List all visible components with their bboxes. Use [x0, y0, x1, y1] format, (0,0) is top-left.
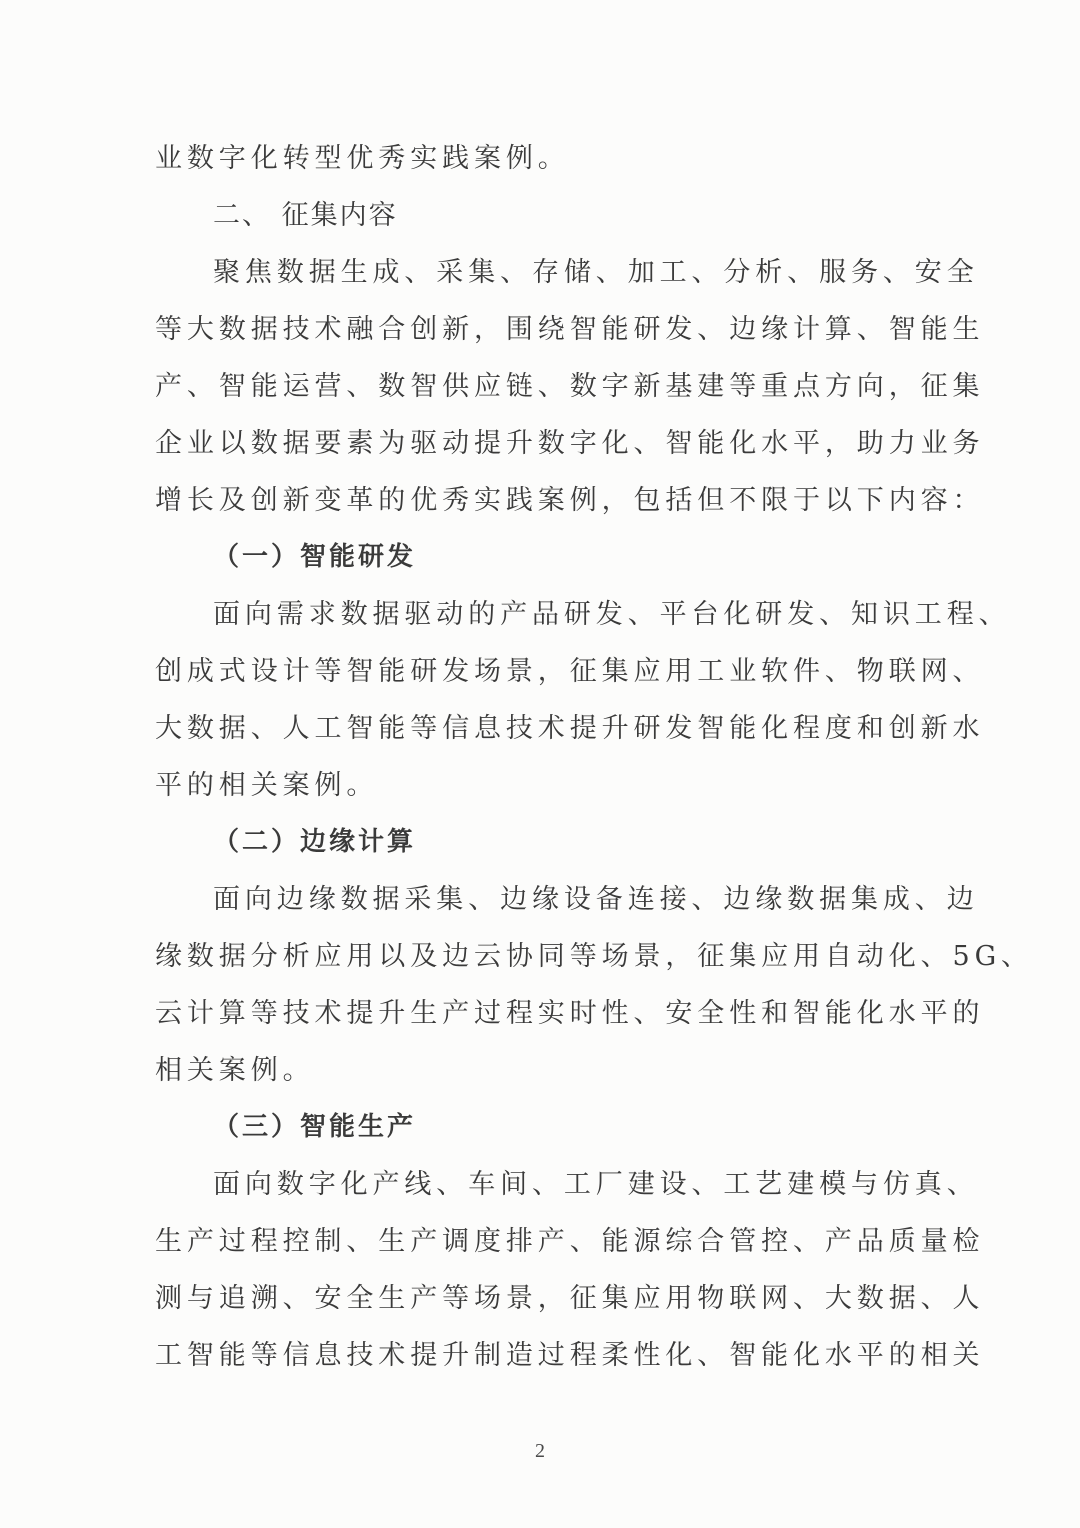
subsection-heading-intelligent-production: （三）智能生产: [213, 1112, 417, 1142]
paragraph-line: 云计算等技术提升生产过程实时性、安全性和智能化水平的: [155, 998, 985, 1029]
paragraph-line: 增长及创新变革的优秀实践案例，包括但不限于以下内容：: [155, 485, 985, 516]
body-text: [155, 130, 1033, 1384]
paragraph-line: 面向数字化产线、车间、工厂建设、工艺建模与仿真、: [213, 1169, 979, 1200]
paragraph-line: 平的相关案例。: [155, 770, 379, 801]
subsection-heading-intelligent-rd: （一）智能研发: [213, 542, 417, 572]
paragraph-line: 聚焦数据生成、采集、存储、加工、分析、服务、安全: [213, 257, 979, 288]
paragraph-line: 等大数据技术融合创新，围绕智能研发、边缘计算、智能生: [155, 314, 985, 345]
paragraph-line: 相关案例。: [155, 1055, 315, 1086]
paragraph-line: 产、智能运营、数智供应链、数字新基建等重点方向，征集: [155, 371, 985, 402]
paragraph-line: 大数据、人工智能等信息技术提升研发智能化程度和创新水: [155, 713, 985, 744]
paragraph-line: 面向边缘数据采集、边缘设备连接、边缘数据集成、边: [213, 884, 979, 915]
paragraph-line: 面向需求数据驱动的产品研发、平台化研发、知识工程、: [213, 599, 1011, 630]
paragraph-line: 测与追溯、安全生产等场景，征集应用物联网、大数据、人: [155, 1283, 985, 1314]
paragraph-line: 创成式设计等智能研发场景，征集应用工业软件、物联网、: [155, 656, 985, 687]
paragraph-line: 缘数据分析应用以及边云协同等场景，征集应用自动化、5G、: [155, 941, 1033, 972]
page-number: 2: [535, 1440, 545, 1462]
subsection-heading-edge-computing: （二）边缘计算: [213, 827, 417, 857]
paragraph-line: 工智能等信息技术提升制造过程柔性化、智能化水平的相关: [155, 1340, 985, 1371]
paragraph-line: 企业以数据要素为驱动提升数字化、智能化水平，助力业务: [155, 428, 985, 459]
paragraph-line: 生产过程控制、生产调度排产、能源综合管控、产品质量检: [155, 1226, 985, 1257]
section-heading: 二、 征集内容: [213, 200, 398, 231]
paragraph-line: 业数字化转型优秀实践案例。: [155, 143, 570, 174]
